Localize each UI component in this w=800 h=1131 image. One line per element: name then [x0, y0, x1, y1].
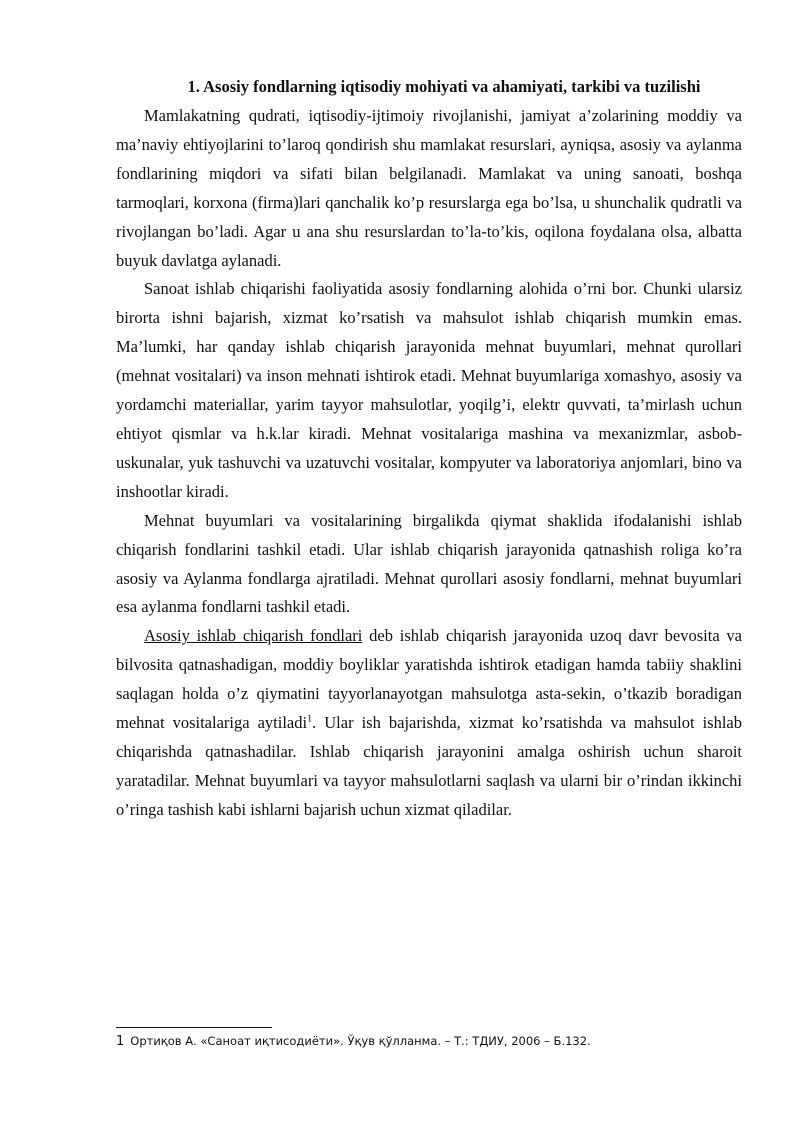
definition-term: Asosiy ishlab chiqarish fondlari [144, 626, 363, 646]
definition-text: deb ishlab chiqarish jarayonida uzoq davr bevosita va bilvosita qatnashadigan, moddiy boyliklar yaratishda ishtirok etadigan hamda tabiiy shaklini saqlagan holda o’z qiymatini tayyorlanayotgan mahsulotga asta-sekin, o’tkazib boradigan mehnat vositalariga aytiladi [116, 626, 743, 733]
paragraph-definition [116, 622, 742, 824]
document-body [116, 72, 742, 825]
footnote-number: 1 [116, 1034, 125, 1049]
footnote-text: Ортиқов А. «Саноат иқтисодиёти». Ўқув қўлланма. – Т.: ТДИУ, 2006 – Б.132. [130, 1034, 591, 1048]
section-title: 1. Asosiy fondlarning iqtisodiy mohiyati va ahamiyati, tarkibi va tuzilishi [187, 77, 701, 96]
footnote [116, 1034, 756, 1049]
footnote-separator [116, 1027, 272, 1028]
paragraph-2: Sanoat ishlab chiqarishi faoliyatida asosiy fondlarning alohida o’rni bor. Chunki ularsiz birorta ishni bajarish, xizmat ko’rsatish va mahsulot ishlab chiqarish mumkin emas. Ma’lumki, har qanday ishlab chiqarish jarayonida mehnat buyumlari, mehnat qurollari (mehnat vositalari) va inson mehnati ishtirok etadi. Mehnat buyumlariga xomashyo, asosiy va yordamchi materiallar, yarim tayyor mahsulotlar, yoqilg’i, elektr quvvati, ta’mirlash uchun ehtiyot qismlar va h.k.lar kiradi. Mehnat vositalariga mashina va mexanizmlar, asbob-uskunalar, yuk tashuvchi va uzatuvchi vositalar, kompyuter va laboratoriya anjomlari, bino va inshootlar kiradi. [116, 279, 742, 501]
paragraph-1: Mamlakatning qudrati, iqtisodiy-ijtimoiy rivojlanishi, jamiyat a’zolarining moddiy va ma’naviy ehtiyojlarini to’laroq qondirish shu mamlakat resurslari, ayniqsa, asosiy va aylanma fondlarining miqdori va sifati bilan belgilanadi. Mamlakat va uning sanoati, boshqa tarmoqlari, korxona (firma)lari qanchalik ko’p resurslarga ega bo’lsa, u shunchalik qudratli va rivojlangan bo’ladi. Agar u ana shu resurslardan to’la-to’kis, oqilona foydalana olsa, albatta buyuk davlatga aylanadi. [116, 106, 742, 270]
definition-text-continued: . Ular ish bajarishda, xizmat ko’rsatishda va mahsulot ishlab chiqarishda qatnashadilar. Ishlab chiqarish jarayonini amalga oshirish uchun sharoit yaratadilar. Mehnat buyumlari va tayyor mahsulotlarni saqlash va ularni bir o’rindan ikkinchi o’ringa tashish kabi ishlarni bajarish uchun xizmat qiladilar. [116, 713, 742, 819]
footnote-reference[interactable]: 1 [307, 713, 313, 725]
paragraph-3: Mehnat buyumlari va vositalarining birgalikda qiymat shaklida ifodalanishi ishlab chiqarish fondlarini tashkil etadi. Ular ishlab chiqarish jarayonida qatnashish roliga ko’ra asosiy va Aylanma fondlarga ajratiladi. Mehnat qurollari asosiy fondlarni, mehnat buyumlari esa aylanma fondlarni tashkil etadi. [116, 510, 742, 617]
